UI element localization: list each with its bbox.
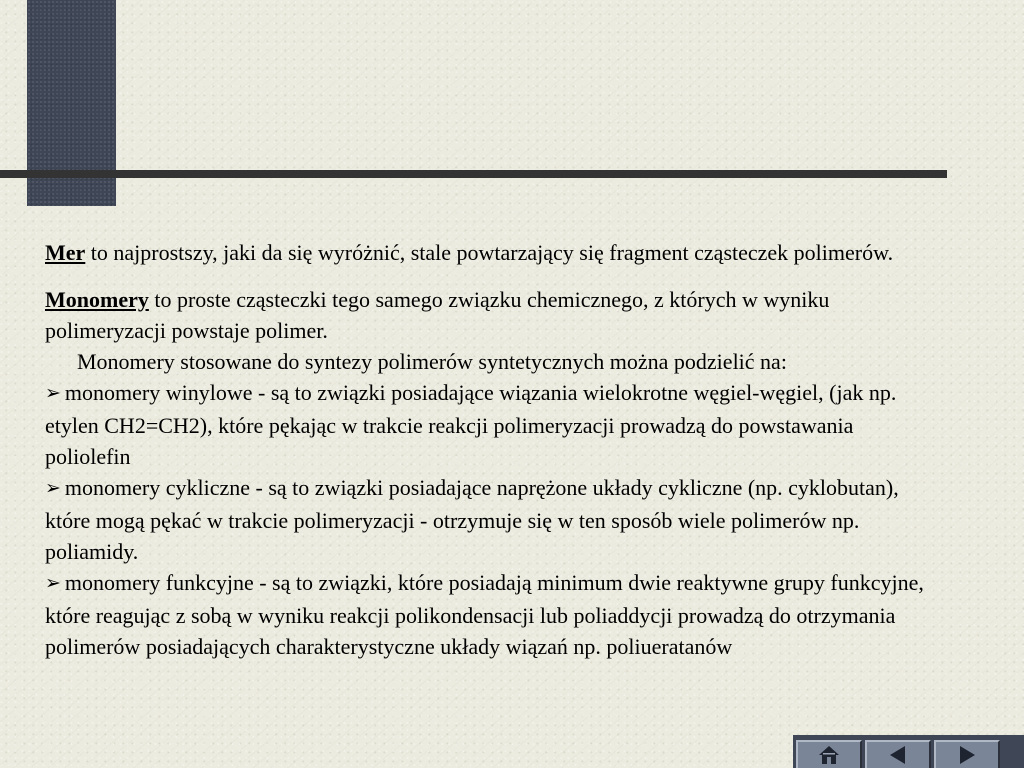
triangle-right-icon [957, 745, 977, 765]
slide-navigation-bar [793, 735, 1024, 768]
home-icon [818, 745, 840, 765]
arrowhead-bullet-icon: ➢ [45, 573, 61, 594]
mer-definition-text: to najprostszy, jaki da się wyróżnić, stale powtarzający się fragment cząsteczek polimerów. [85, 240, 894, 265]
decorative-horizontal-rule [0, 170, 947, 178]
slide-body [45, 237, 925, 662]
classification-intro: Monomery stosowane do syntezy polimerów syntetycznych można podzielić na: [77, 349, 787, 374]
previous-slide-button[interactable] [865, 740, 931, 768]
mer-definition-paragraph [45, 237, 925, 268]
monomery-definition-paragraph [45, 284, 925, 346]
bullet-item-funkcyjne [45, 567, 925, 662]
bullet-item-winylowe [45, 377, 925, 472]
home-button[interactable] [796, 740, 862, 768]
triangle-left-icon [888, 745, 908, 765]
bullet-item-cykliczne [45, 472, 925, 567]
bullet-text: monomery cykliczne - są to związki posiadające naprężone układy cykliczne (np. cyklobutan), które mogą pękać w trakcie polimeryzacji - otrzymuje się w ten sposób wiele polimerów np. poliamidy. [45, 475, 899, 564]
arrowhead-bullet-icon: ➢ [45, 383, 61, 404]
monomery-term: Monomery [45, 287, 149, 312]
bullet-text: monomery winylowe - są to związki posiadające wiązania wielokrotne węgiel-węgiel, (jak np. etylen CH2=CH2), które pękając w trakcie reakcji polimeryzacji prowadzą do powstawania poliolefin [45, 380, 897, 469]
next-slide-button[interactable] [934, 740, 1000, 768]
monomery-definition-text: to proste cząsteczki tego samego związku chemicznego, z których w wyniku polimeryzacji powstaje polimer. [45, 287, 830, 343]
mer-term: Mer [45, 240, 86, 265]
bullet-text: monomery funkcyjne - są to związki, które posiadają minimum dwie reaktywne grupy funkcyjne, które reagując z sobą w wyniku reakcji polikondensacji lub poliaddycji prowadzą do otrzymania polimerów posiadających charakterystyczne układy wiązań np. poliueratanów [45, 570, 924, 659]
arrowhead-bullet-icon: ➢ [45, 478, 61, 499]
